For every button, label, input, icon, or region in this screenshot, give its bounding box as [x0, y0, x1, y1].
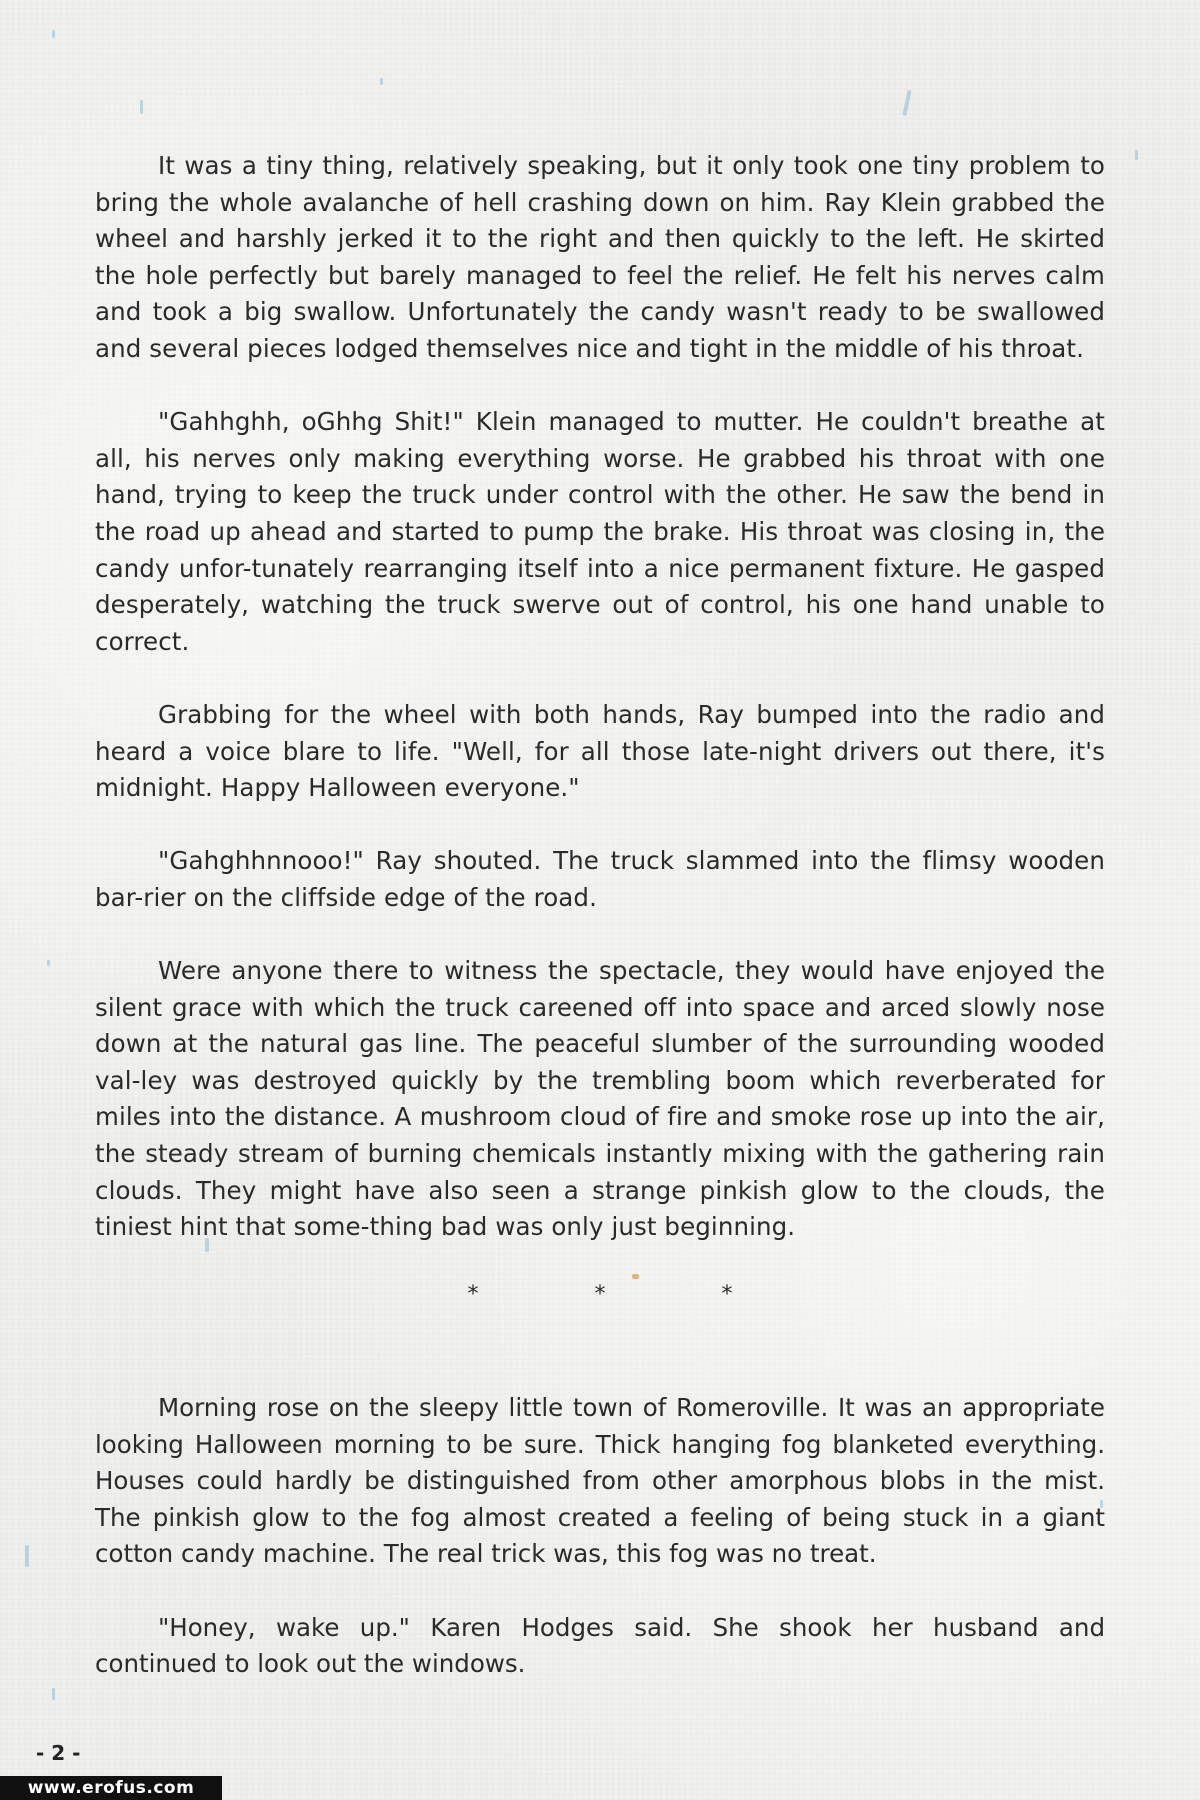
story-text-bottom	[95, 1390, 1105, 1719]
story-text-top	[95, 148, 1105, 1282]
watermark-link[interactable]: www.erofus.com	[0, 1776, 222, 1800]
paper-speck	[140, 100, 143, 114]
paragraph: "Gahghhnnooo!" Ray shouted. The truck slammed into the flimsy wooden bar-rier on the cliffside edge of the road.	[95, 846, 1105, 912]
divider-asterisk: *	[721, 1282, 733, 1307]
paragraph: "Honey, wake up." Karen Hodges said. She shook her husband and continued to look out the windows.	[95, 1612, 1105, 1679]
paper-speck	[47, 960, 50, 966]
paragraph: Morning rose on the sleepy little town of Romeroville. It was an appropriate looking Halloween morning to be sure. Thick hanging fog blanketed everything. Houses could hardly be distinguished from other amorphous blobs in the mist. The pinkish glow to the fog almost created a feeling of being stuck in a giant cotton candy machine. The real trick was, this fog was no treat.	[95, 1393, 1105, 1569]
paper-speck	[52, 30, 55, 38]
paper-speck	[25, 1545, 29, 1567]
paper-speck	[902, 90, 911, 116]
paper-speck	[380, 78, 383, 85]
paragraph: Were anyone there to witness the spectacle, they would have enjoyed the silent grace with which the truck careened off into space and arced slowly nose down at the natural gas line. The peaceful slumber of the surrounding wooded val-ley was destroyed quickly by the trembling boom which reverberated for miles into the distance. A mushroom cloud of fire and smoke rose up into the air, the steady stream of burning chemicals instantly mixing with the gathering rain clouds. They might have also seen a strange pinkish glow to the clouds, the tiniest hint that some-thing bad was only just beginning.	[95, 956, 1105, 1242]
paragraph: It was a tiny thing, relatively speaking, but it only took one tiny problem to bring the whole avalanche of hell crashing down on him. Ray Klein grabbed the wheel and harshly jerked it to the right and then quickly to the left. He skirted the hole perfectly but barely managed to feel the relief. He felt his nerves calm and took a big swallow. Unfortunately the candy wasn't ready to be swallowed and several pieces lodged themselves nice and tight in the middle of his throat.	[95, 151, 1105, 363]
paper-speck	[1135, 150, 1138, 160]
paper-speck	[52, 1688, 55, 1700]
page-number: - 2 -	[36, 1741, 81, 1765]
section-divider	[0, 1282, 1200, 1307]
divider-asterisk: *	[594, 1282, 606, 1307]
paragraph: "Gahhghh, oGhhg Shit!" Klein managed to mutter. He couldn't breathe at all, his nerves only making everything worse. He grabbed his throat with one hand, trying to keep the truck under control with the other. He saw the bend in the road up ahead and started to pump the brake. His throat was closing in, the candy unfor-tunately rearranging itself into a nice permanent fixture. He gasped desperately, watching the truck swerve out of control, his one hand unable to correct.	[95, 407, 1105, 656]
divider-asterisk: *	[467, 1282, 479, 1307]
paragraph: Grabbing for the wheel with both hands, Ray bumped into the radio and heard a voice blare to life. "Well, for all those late-night drivers out there, it's midnight. Happy Halloween everyone."	[95, 699, 1105, 803]
